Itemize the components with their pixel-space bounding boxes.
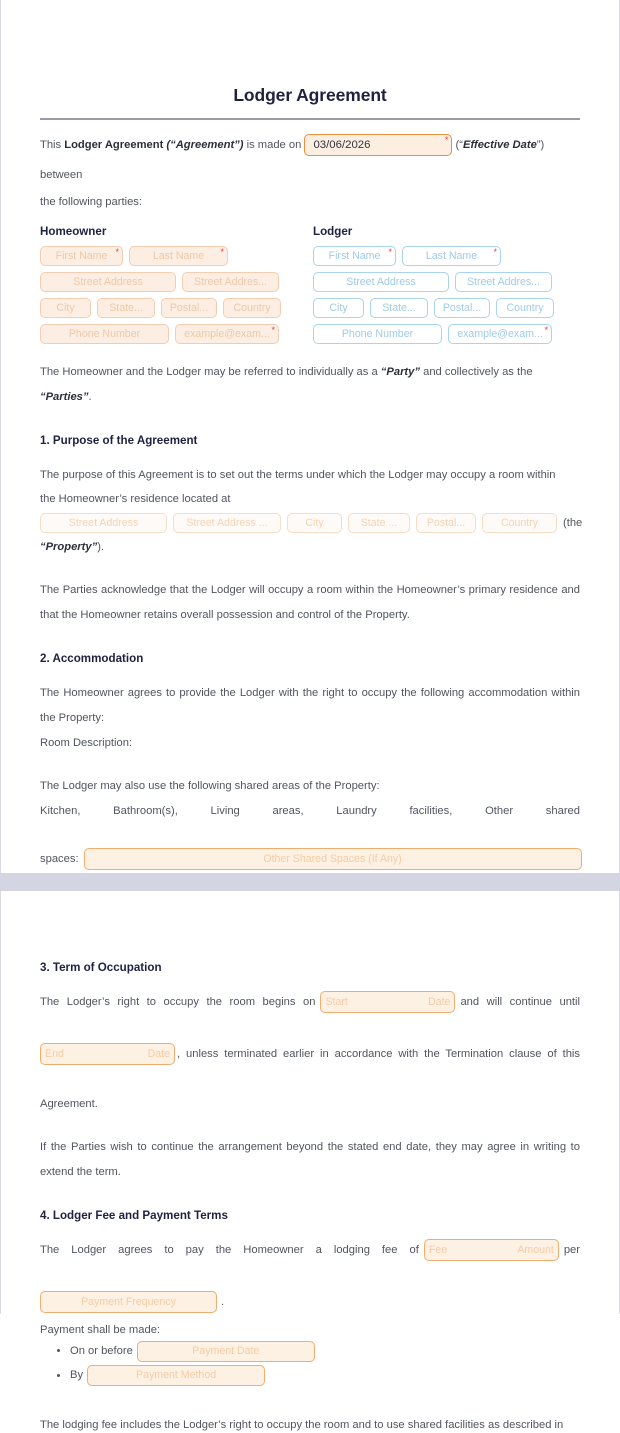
homeowner-contact-row <box>40 324 307 344</box>
property-state-input[interactable]: State ... <box>348 513 410 533</box>
required-asterisk-icon: * <box>388 247 392 258</box>
homeowner-email-input[interactable] <box>175 324 279 344</box>
parties-def-a: The Homeowner and the Lodger may be referred to individually as a <box>40 366 381 379</box>
parties-definition-line2 <box>40 385 580 410</box>
homeowner-street-address-2-input[interactable]: Street Addres... <box>182 272 279 292</box>
property-city-input[interactable]: City <box>287 513 342 533</box>
lodger-fee-line-1 <box>40 1238 580 1288</box>
fee-includes-paragraph: The lodging fee includes the Lodger’s right to occupy the room and to use shared facilities as described in <box>40 1418 564 1431</box>
on-or-before-label: On or before <box>70 1345 133 1357</box>
property-postal-input[interactable]: Postal... <box>416 513 476 533</box>
shared-spaces-label: spaces: <box>40 853 79 866</box>
intro-after: (“Effective Date”) between <box>40 139 545 182</box>
property-street-address-input[interactable]: Street Address <box>40 513 167 533</box>
homeowner-city-row <box>40 298 307 318</box>
homeowner-postal-input[interactable]: Postal... <box>161 298 217 318</box>
required-asterisk-icon: * <box>271 325 275 336</box>
page-title: Lodger Agreement <box>233 85 387 105</box>
property-close: ). <box>97 541 105 554</box>
homeowner-city-input[interactable]: City <box>40 298 91 318</box>
by-label: By <box>70 1369 84 1382</box>
lodger-city-row <box>313 298 580 318</box>
fee-includes-clipped-paragraph <box>40 1417 580 1431</box>
property-street-address-2-input[interactable]: Street Address ... <box>173 513 281 533</box>
lodger-label: Lodger <box>313 225 353 239</box>
intro-agreement-quoted: (“Agreement”) <box>166 139 244 152</box>
purpose-line-2: the Homeowner’s residence located at <box>40 493 231 506</box>
section-heading-2: 2. Accommodation <box>40 652 144 666</box>
homeowner-street-address-input[interactable]: Street Address <box>40 272 176 292</box>
acknowledgement-paragraph: The Parties acknowledge that the Lodger will occupy a room within the Homeowner’s primary residence and that the Homeowner retains overall possession and control of the Property. <box>40 584 580 622</box>
term-of-occupation-line-3: Agreement. <box>40 1098 98 1110</box>
lodger-email-placeholder: example@exam... <box>457 328 543 341</box>
other-shared-spaces-input[interactable]: Other Shared Spaces (If Any) <box>84 848 582 870</box>
payment-date-input[interactable]: Payment Date <box>137 1341 315 1362</box>
fee-per-label: per <box>563 1244 580 1256</box>
lodger-column <box>313 225 580 350</box>
list-item <box>70 1340 580 1363</box>
parties-def-period: . <box>88 391 92 404</box>
lodger-street-address-input[interactable]: Street Address <box>313 272 449 292</box>
homeowner-label: Homeowner <box>40 225 107 239</box>
intro-prefix: This <box>40 139 65 152</box>
lodger-country-input[interactable]: Country <box>496 298 554 318</box>
lodger-first-name-input[interactable] <box>313 246 396 266</box>
homeowner-street-row <box>40 272 307 292</box>
required-asterisk-icon: * <box>220 247 224 258</box>
property-term: “Property” <box>40 541 98 554</box>
payment-terms-list <box>40 1340 580 1388</box>
payment-method-input[interactable]: Payment Method <box>87 1365 265 1386</box>
purpose-line-1: The purpose of this Agreement is to set out the terms under which the Lodger may occupy a room within <box>40 469 556 482</box>
homeowner-last-name-input[interactable] <box>129 246 228 266</box>
shared-areas-items: Kitchen, Bathroom(s), Living areas, Laundry facilities, Other shared <box>40 805 580 818</box>
intro-mid: is made on <box>243 139 305 152</box>
homeowner-email-placeholder: example@exam... <box>184 328 270 341</box>
lodger-last-name-input[interactable] <box>402 246 501 266</box>
shared-areas-intro: The Lodger may also use the following shared areas of the Property: <box>40 780 380 793</box>
section-heading-4: 4. Lodger Fee and Payment Terms <box>40 1209 228 1222</box>
term-text-b: and will continue until <box>460 996 580 1008</box>
other-shared-spaces-row <box>40 848 580 870</box>
property-country-input[interactable]: Country <box>482 513 557 533</box>
effective-date-field[interactable] <box>304 134 452 156</box>
lodger-first-name-placeholder: First Name <box>328 250 381 263</box>
intro-paragraph <box>40 130 580 190</box>
list-item <box>70 1364 580 1387</box>
extend-term-paragraph: If the Parties wish to continue the arrangement beyond the stated end date, they may agree in writing to extend the term. <box>40 1141 580 1178</box>
effective-date-value: 03/06/2026 <box>313 139 371 152</box>
lodger-contact-row <box>313 324 580 344</box>
payment-made-label: Payment shall be made: <box>40 1324 161 1336</box>
fee-amount-input[interactable]: Fee Amount <box>424 1239 559 1261</box>
lodger-last-name-placeholder: Last Name <box>425 250 478 263</box>
property-address-row <box>40 513 583 533</box>
intro-line-2: the following parties: <box>40 196 142 209</box>
homeowner-first-name-placeholder: First Name <box>55 250 108 263</box>
lodger-email-input[interactable] <box>448 324 552 344</box>
parties-def-b: and collectively as the <box>419 366 533 379</box>
lodger-fee-line-2 <box>40 1290 580 1315</box>
lodger-state-input[interactable]: State... <box>370 298 428 318</box>
lodger-city-input[interactable]: City <box>313 298 364 318</box>
required-asterisk-icon: * <box>444 135 449 146</box>
room-description-label: Room Description: <box>40 737 133 750</box>
document-page-2 <box>0 891 620 1431</box>
homeowner-last-name-placeholder: Last Name <box>152 250 205 263</box>
term-of-occupation-line-1 <box>40 990 580 1040</box>
homeowner-phone-input[interactable]: Phone Number <box>40 324 169 344</box>
intro-agreement-bold: Lodger Agreement <box>64 139 164 152</box>
required-asterisk-icon: * <box>115 247 119 258</box>
lodger-name-row <box>313 246 580 266</box>
homeowner-country-input[interactable]: Country <box>223 298 281 318</box>
accommodation-intro-paragraph: The Homeowner agrees to provide the Lodger with the right to occupy the following accommodation within the Property: <box>40 687 580 725</box>
lodger-street-row <box>313 272 580 292</box>
property-the-label: (the <box>563 517 583 530</box>
parties-definition-paragraph <box>40 360 580 385</box>
lodger-street-address-2-input[interactable]: Street Addres... <box>455 272 552 292</box>
payment-frequency-input[interactable]: Payment Frequency <box>40 1291 217 1313</box>
homeowner-name-row <box>40 246 307 266</box>
party-term: “Party” <box>380 366 420 379</box>
lodger-phone-input[interactable]: Phone Number <box>313 324 442 344</box>
term-text-c: , unless terminated earlier in accordance with the Termination clause of this <box>177 1048 580 1060</box>
fee-text-a: The Lodger agrees to pay the Homeowner a lodging fee of <box>40 1244 419 1256</box>
homeowner-first-name-input[interactable] <box>40 246 123 266</box>
end-date-input[interactable]: End Date <box>40 1043 175 1065</box>
section-heading-1: 1. Purpose of the Agreement <box>40 434 198 448</box>
required-asterisk-icon: * <box>493 247 497 258</box>
fee-period-end: . <box>221 1296 225 1308</box>
start-date-input[interactable]: Start Date <box>320 991 455 1013</box>
lodger-postal-input[interactable]: Postal... <box>434 298 490 318</box>
homeowner-column <box>40 225 307 350</box>
parties-term: “Parties” <box>40 391 89 404</box>
property-definition-line <box>40 535 580 560</box>
term-of-occupation-line-2 <box>40 1042 580 1092</box>
term-text-a: The Lodger’s right to occupy the room begins on <box>40 996 316 1008</box>
required-asterisk-icon: * <box>544 325 548 336</box>
homeowner-state-input[interactable]: State... <box>97 298 155 318</box>
section-heading-3: 3. Term of Occupation <box>40 961 162 974</box>
parties-section <box>40 225 580 350</box>
